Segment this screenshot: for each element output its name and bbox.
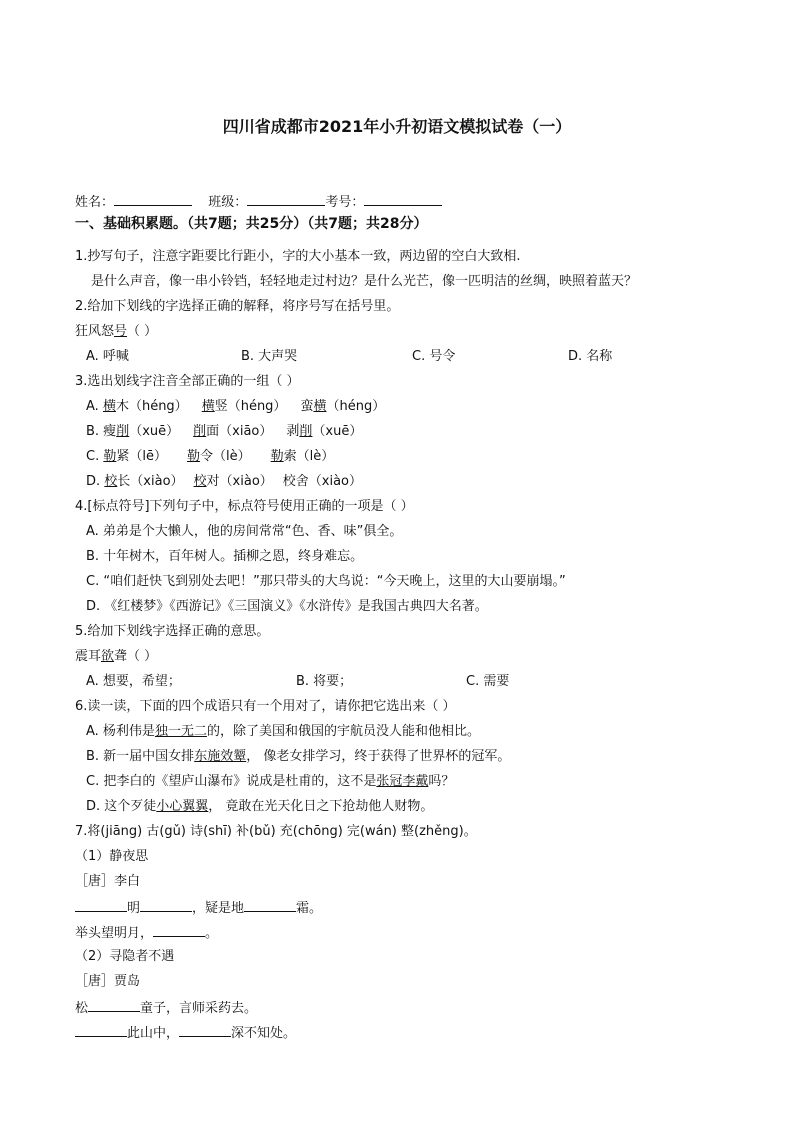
- q6a-idiom: 独一无二: [154, 724, 207, 739]
- q6b-text-2: ， 像老女排学习，终于获得了世界杯的冠军。: [246, 749, 511, 764]
- q3a-label: A.: [86, 399, 103, 414]
- question-5: 5.给加下划线字选择正确的意思。: [75, 624, 270, 639]
- blank[interactable]: [153, 922, 205, 937]
- poem-text: 霜。: [296, 901, 323, 916]
- q5-word-text-2: 聋: [114, 649, 128, 664]
- poem-1-author: ［唐］李白: [75, 874, 141, 889]
- q6-option-d[interactable]: [86, 797, 433, 817]
- q3b-char-3: 削: [299, 424, 313, 439]
- q5-paren: （ ）: [127, 649, 158, 664]
- q2-option-d[interactable]: D. 名称: [568, 349, 613, 364]
- q3d-text-2: 对（xiào）: [206, 474, 273, 489]
- q2-underlined-char: 号: [114, 324, 128, 339]
- q3d-char-2: 校: [193, 474, 207, 489]
- blank[interactable]: [140, 897, 192, 912]
- q3b-text-4: （xuē）: [312, 424, 363, 439]
- poem-text: 松: [75, 1001, 89, 1016]
- q3c-char-3: 勒: [270, 449, 284, 464]
- q3a-text-3: 蛮: [300, 399, 314, 414]
- q5-word-text-1: 震耳: [75, 649, 102, 664]
- poem-text: 举头望明月，: [75, 926, 154, 941]
- question-1: 1.抄写句子，注意字距要比行距小，字的大小基本一致，两边留的空白大致相.: [75, 249, 521, 264]
- q2-option-a[interactable]: A. 呼喊: [86, 349, 129, 364]
- q2-paren: （ ）: [127, 324, 158, 339]
- poem-2-line-2: [75, 1022, 296, 1044]
- q6c-text-1: C. 把李白的《望庐山瀑布》说成是杜甫的，这不是: [86, 774, 377, 789]
- q2-option-b[interactable]: B. 大声哭: [241, 349, 298, 364]
- blank[interactable]: [88, 997, 140, 1012]
- poem-1-title: （1）静夜思: [75, 849, 149, 864]
- name-label: 姓名：: [75, 195, 115, 210]
- q6d-text-1: D. 这个歹徒: [86, 799, 157, 814]
- q3d-char-1: 校: [104, 474, 118, 489]
- q3b-text-1: （xuē）: [129, 424, 180, 439]
- q3c-char-2: 勒: [186, 449, 200, 464]
- q2-word-text: 狂风怒: [75, 324, 115, 339]
- q2-option-c[interactable]: C. 号令: [412, 349, 456, 364]
- q3-option-d[interactable]: [86, 472, 362, 492]
- q6-option-b[interactable]: [86, 747, 510, 767]
- q4-option-a[interactable]: A. 弟弟是个大懒人，他的房间常常“色、香、味”俱全。: [86, 524, 403, 539]
- poem-2-title: （2）寻隐者不遇: [75, 949, 175, 964]
- q6d-idiom: 小心翼翼: [156, 799, 209, 814]
- class-label: 班级：: [208, 195, 248, 210]
- question-2: 2.给加下划线的字选择正确的解释，将序号写在括号里。: [75, 299, 400, 314]
- q3a-text-2: 竖（héng）: [214, 399, 287, 414]
- q3a-char-2: 横: [201, 399, 215, 414]
- q6b-text-1: B. 新一届中国女排: [86, 749, 195, 764]
- question-1-sentence: 是什么声音，像一串小铃铛，轻轻地走过村边？是什么光芒，像一匹明洁的丝绸，映照着蓝天？: [91, 274, 638, 289]
- poem-1-line-1: [75, 897, 322, 919]
- name-blank[interactable]: [114, 191, 192, 206]
- q3c-text-3: 索（lè）: [283, 449, 335, 464]
- q5-option-a[interactable]: A. 想要，希望；: [86, 674, 181, 689]
- poem-text: 深不知处。: [231, 1026, 297, 1041]
- poem-text: ，疑是地: [192, 901, 245, 916]
- blank[interactable]: [179, 1022, 231, 1037]
- question-3: 3.选出划线字注音全部正确的一组（ ）: [75, 374, 300, 389]
- q3-option-c[interactable]: [86, 447, 334, 467]
- q3c-text-1: 紧（lē）: [116, 449, 167, 464]
- poem-2-line-1: [75, 997, 257, 1019]
- poem-text: 。: [205, 926, 219, 941]
- q3-option-b[interactable]: [86, 422, 362, 442]
- poem-1-line-2: [75, 922, 218, 944]
- q5-option-c[interactable]: C. 需要: [466, 674, 510, 689]
- question-4: 4.[标点符号]下列句子中，标点符号使用正确的一项是（ ）: [75, 499, 414, 514]
- q5-underlined-char: 欲: [101, 649, 115, 664]
- class-blank[interactable]: [247, 191, 325, 206]
- q3c-text-2: 令（lè）: [200, 449, 251, 464]
- poem-2-author: ［唐］贾岛: [75, 974, 141, 989]
- q6-option-c[interactable]: [86, 772, 454, 792]
- q3d-text-1: 长（xiào）: [117, 474, 184, 489]
- q3b-label: B. 瘦: [86, 424, 117, 439]
- question-2-word: [75, 322, 157, 342]
- section-heading: 一、基础积累题。（共7题；共25分）（共7题；共28分）: [75, 216, 428, 232]
- poem-text: 明: [127, 901, 141, 916]
- q3c-char-1: 勒: [103, 449, 117, 464]
- q3c-label: C.: [86, 449, 104, 464]
- q6b-idiom: 东施效颦: [194, 749, 247, 764]
- q4-option-b[interactable]: B. 十年树木，百年树人。插柳之恩，终身难忘。: [86, 549, 364, 564]
- blank[interactable]: [75, 1022, 127, 1037]
- q3a-char-1: 横: [102, 399, 116, 414]
- page-title: 四川省成都市2021年小升初语文模拟试卷（一）: [222, 117, 572, 136]
- poem-text: 此山中，: [127, 1026, 180, 1041]
- q3b-text-3: 剥: [286, 424, 300, 439]
- q6c-text-2: 吗？: [428, 774, 455, 789]
- exam-no-blank[interactable]: [364, 191, 442, 206]
- q4-option-c[interactable]: C. “咱们赶快飞到别处去吧！”那只带头的大鸟说：“今天晚上，这里的大山要崩塌。”: [86, 574, 566, 589]
- question-5-word: [75, 647, 157, 667]
- q4-option-d[interactable]: D. 《红楼梦》《西游记》《三国演义》《水浒传》是我国古典四大名著。: [86, 599, 488, 614]
- blank[interactable]: [244, 897, 296, 912]
- question-6: 6.读一读，下面的四个成语只有一个用对了，请你把它选出来（ ）: [75, 699, 456, 714]
- q6d-text-2: ， 竟敢在光天化日之下抢劫他人财物。: [208, 799, 434, 814]
- q6a-text-1: A. 杨利伟是: [86, 724, 155, 739]
- q5-option-b[interactable]: B. 将要；: [296, 674, 353, 689]
- q3a-char-3: 横: [313, 399, 327, 414]
- q3a-text-4: （héng）: [326, 399, 386, 414]
- q3d-text-3: 校舍（xiào）: [282, 474, 363, 489]
- q3b-text-2: 面（xiāo）: [206, 424, 273, 439]
- q3a-text-1: 木（héng）: [115, 399, 188, 414]
- blank[interactable]: [75, 897, 127, 912]
- q6a-text-2: 的，除了美国和俄国的宇航员没人能和他相比。: [206, 724, 480, 739]
- poem-text: 童子，言师采药去。: [140, 1001, 258, 1016]
- student-info-row: [75, 191, 442, 213]
- question-7: 7.将(jiāng) 古(gǔ) 诗(shī) 补(bǔ) 充(chōng) 完(wán) 整(zhěng)。: [75, 824, 477, 839]
- q3b-char-2: 削: [193, 424, 207, 439]
- q3b-char-1: 削: [116, 424, 130, 439]
- q3d-label: D.: [86, 474, 105, 489]
- q6-option-a[interactable]: [86, 722, 480, 742]
- q6c-idiom: 张冠李戴: [376, 774, 429, 789]
- q3-option-a[interactable]: [86, 397, 385, 417]
- exam-no-label: 考号：: [325, 195, 365, 210]
